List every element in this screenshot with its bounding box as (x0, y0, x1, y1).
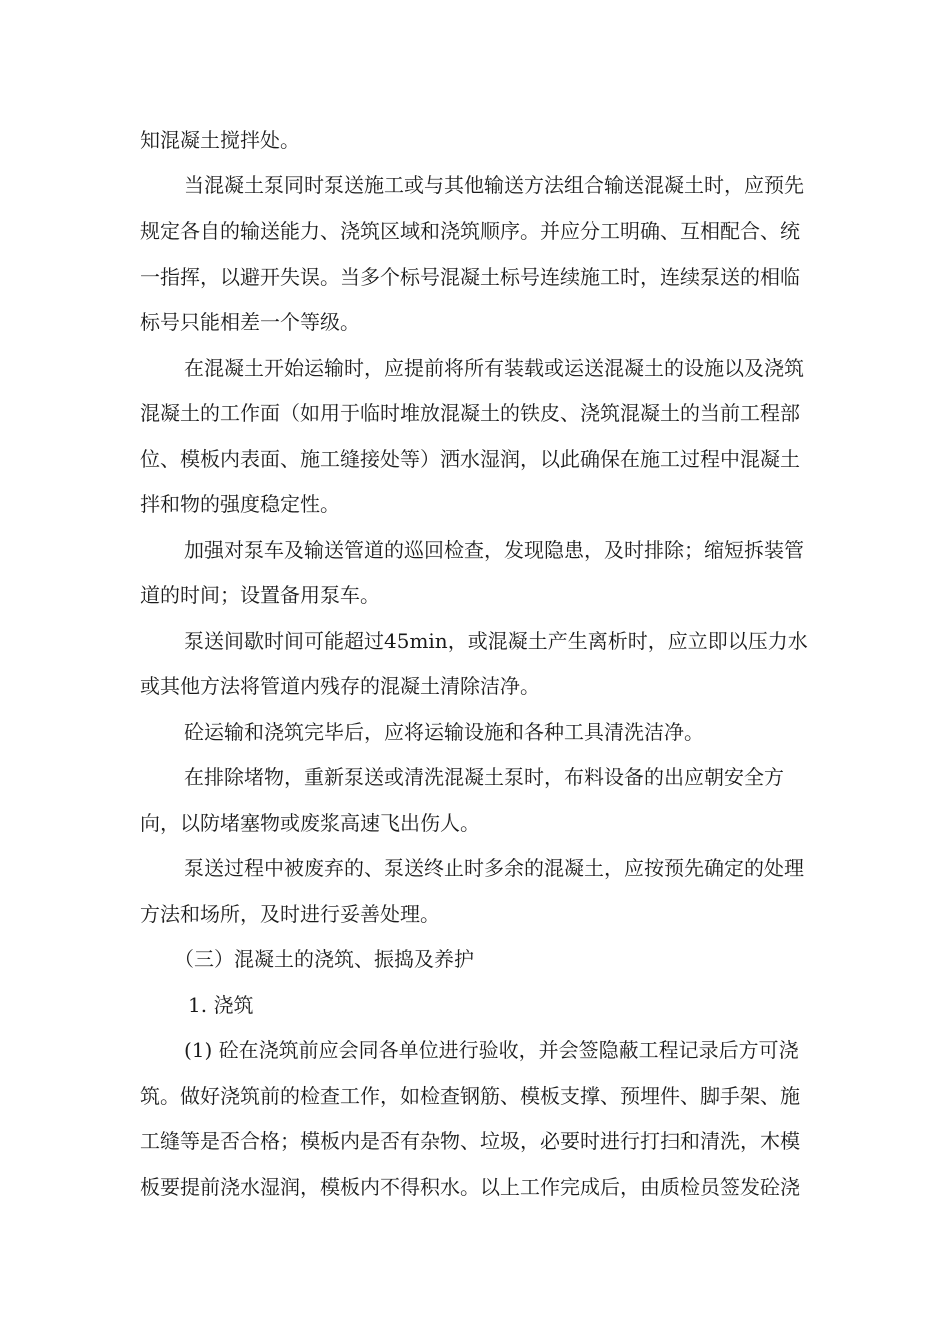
text-line: 或其他方法将管道内残存的混凝土清除洁净。 (140, 674, 540, 698)
text-line: 标号只能相差一个等级。 (140, 310, 360, 334)
text-line: 工缝等是否合格；模板内是否有杂物、垃圾，必要时进行打扫和清洗，木模 (140, 1129, 800, 1153)
text-line: 当混凝土泵同时泵送施工或与其他输送方法组合输送混凝土时，应预先 (184, 173, 804, 197)
text-line: 加强对泵车及输送管道的巡回检查，发现隐患，及时排除；缩短拆装管 (184, 538, 804, 562)
text-line: 规定各自的输送能力、浇筑区域和浇筑顺序。并应分工明确、互相配合、统 (140, 219, 800, 243)
text-line: 板要提前浇水湿润，模板内不得积水。以上工作完成后，由质检员签发砼浇 (140, 1175, 800, 1199)
subsection-heading: 1. 浇筑 (188, 993, 254, 1017)
text-line: 混凝土的工作面（如用于临时堆放混凝土的铁皮、浇筑混凝土的当前工程部 (140, 401, 800, 425)
text-line: 一指挥，以避开失误。当多个标号混凝土标号连续施工时，连续泵送的相临 (140, 265, 800, 289)
text-line: 泵送间歇时间可能超过45min，或混凝土产生离析时，应立即以压力水 (184, 629, 808, 653)
text-line: 筑。做好浇筑前的检查工作，如检查钢筋、模板支撑、预埋件、脚手架、施 (140, 1084, 800, 1108)
text-line: 砼运输和浇筑完毕后，应将运输设施和各种工具清洗洁净。 (184, 720, 704, 744)
text-line: 位、模板内表面、施工缝接处等）洒水湿润，以此确保在施工过程中混凝土 (140, 447, 800, 471)
text-line: 在排除堵物，重新泵送或清洗混凝土泵时，布料设备的出应朝安全方 (184, 765, 784, 789)
text-line: 向，以防堵塞物或废浆高速飞出伤人。 (140, 811, 480, 835)
text-line: 在混凝土开始运输时，应提前将所有装载或运送混凝土的设施以及浇筑 (184, 356, 804, 380)
text-line: 拌和物的强度稳定性。 (140, 492, 340, 516)
text-line: 泵送过程中被废弃的、泵送终止时多余的混凝土，应按预先确定的处理 (184, 856, 804, 880)
text-line: (1) 砼在浇筑前应会同各单位进行验收，并会签隐蔽工程记录后方可浇 (184, 1038, 799, 1062)
text-line: 道的时间；设置备用泵车。 (140, 583, 380, 607)
text-line: 方法和场所，及时进行妥善处理。 (140, 902, 440, 926)
text-line: 知混凝土搅拌处。 (140, 128, 300, 152)
section-heading: （三）混凝土的浇筑、振捣及养护 (174, 947, 474, 971)
